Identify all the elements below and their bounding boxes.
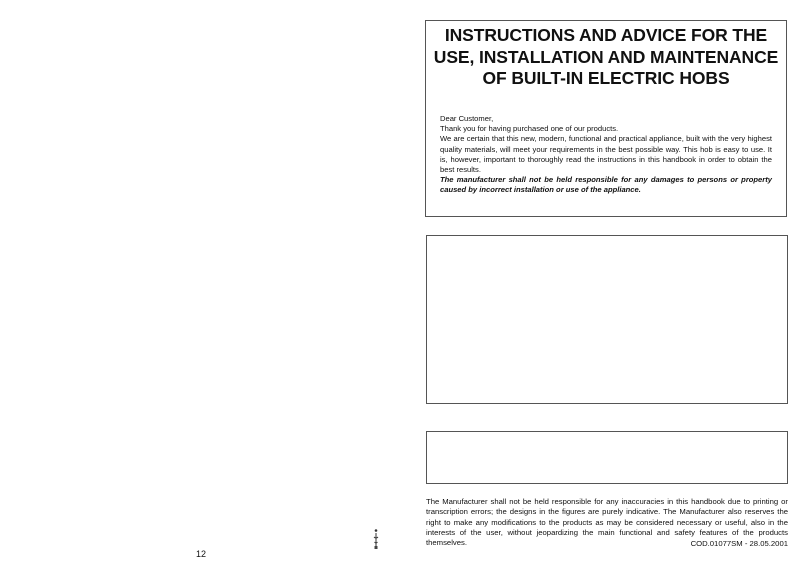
title-line: INSTRUCTIONS AND ADVICE FOR THE: [444, 25, 768, 45]
disclaimer-text: The Manufacturer shall not be held responsible for any inaccuracies in this handbook due to printing or transcription errors; the designs in the figures are purely indicative. The Manufacturer also reserves the right to make any modifications to the products as may be considered necessary or useful, also in the interests of the user, without jeopardizing the main functional and safety features of the products themselves.: [426, 497, 788, 548]
page-number: 12: [196, 549, 207, 559]
empty-box-large: [426, 235, 788, 404]
title-line: OF BUILT-IN ELECTRIC HOBS: [482, 68, 730, 88]
document-title: [426, 25, 786, 90]
title-line: USE, INSTALLATION AND MAINTENANCE: [433, 46, 779, 67]
thanks-line: Thank you for having purchased one of our products.: [440, 124, 619, 134]
intro-text: [440, 114, 772, 196]
binding-mark-icon: [371, 528, 381, 550]
title-box: [425, 20, 787, 217]
greeting: Dear Customer,: [440, 114, 494, 123]
empty-box-small: [426, 431, 788, 484]
intro-body: We are certain that this new, modern, functional and practical appliance, built with the very highest quality materials, will meet your requirements in the best possible way. This hob is easy to use. It is, however, important to thoroughly read the instructions in this handbook in order to obtain the best results.: [440, 134, 772, 175]
document-code: COD.01077SM - 28.05.2001: [690, 539, 788, 548]
liability-note: The manufacturer shall not be held responsible for any damages to persons or property caused by incorrect installation or use of the appliance.: [440, 175, 772, 195]
